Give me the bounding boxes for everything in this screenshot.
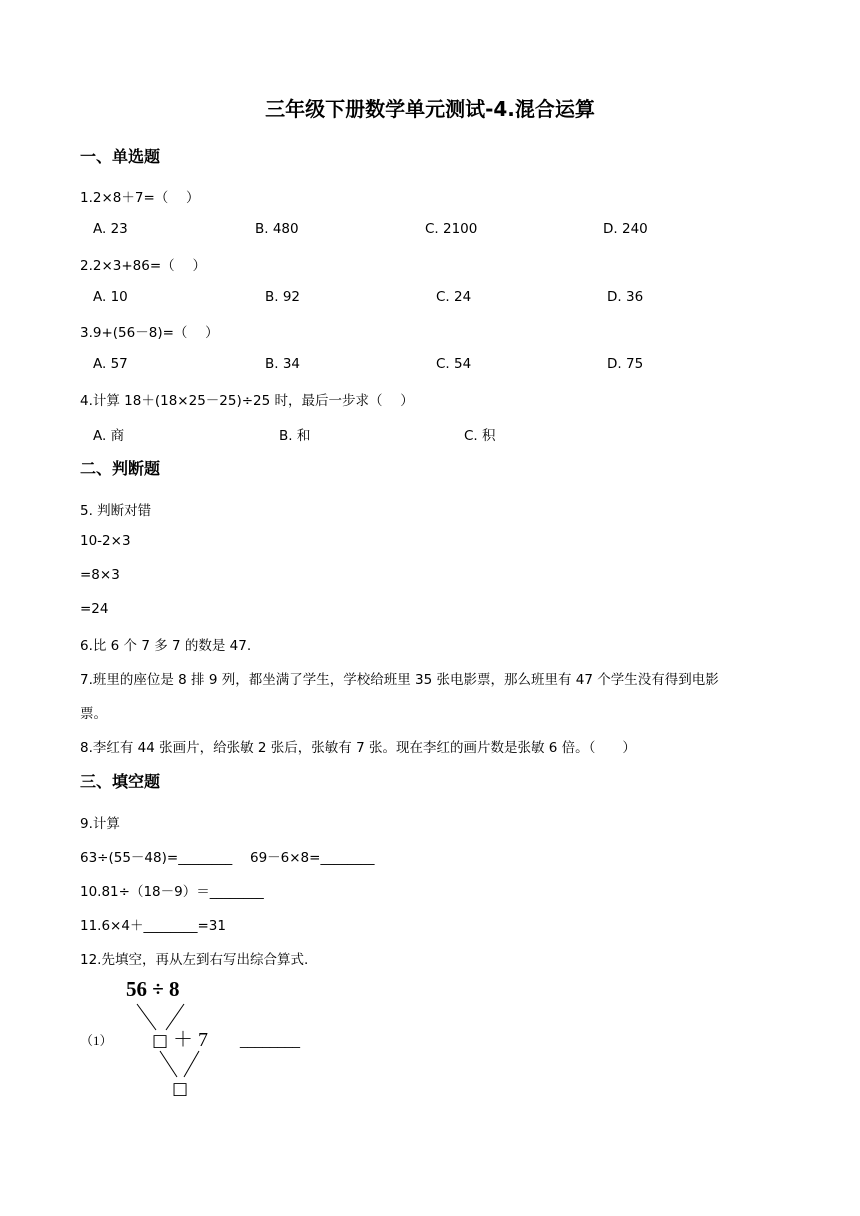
question-5-line-2: =8×3 (80, 567, 120, 583)
question-2-option-d[interactable]: D. 36 (607, 289, 644, 305)
section-heading-true-false: 二、判断题 (80, 459, 161, 478)
question-1-option-c[interactable]: C. 2100 (425, 221, 478, 237)
diagram-branch-line (184, 1051, 199, 1077)
question-2-option-a[interactable]: A. 10 (93, 289, 128, 305)
question-2-option-b[interactable]: B. 92 (265, 289, 301, 305)
question-9-expressions[interactable]: 63÷(55－48)=________ 69－6×8=________ (80, 850, 375, 866)
question-12-tree-diagram (80, 974, 340, 1108)
diagram-branch-line (137, 1004, 156, 1030)
question-5-line-1: 10-2×3 (80, 533, 131, 549)
question-11-stem[interactable]: 11.6×4＋________=31 (80, 918, 226, 934)
question-9-stem: 9.计算 (80, 816, 120, 832)
question-1-option-a[interactable]: A. 23 (93, 221, 128, 237)
question-6-stem: 6.比 6 个 7 多 7 的数是 47. (80, 638, 252, 654)
diagram-top-expression: 56 ÷ 8 (126, 977, 180, 1001)
diagram-middle-operator: ＋ 7 (173, 1029, 208, 1051)
section-heading-single-choice: 一、单选题 (80, 147, 161, 166)
question-12-stem: 12.先填空，再从左到右写出综合算式. (80, 952, 309, 968)
question-2-option-c[interactable]: C. 24 (436, 289, 472, 305)
page-title: 三年级下册数学单元测试-4.混合运算 (265, 97, 595, 121)
question-8-stem: 8.李红有 44 张画片，给张敏 2 张后，张敏有 7 张。现在李红的画片数是张敏 6 倍。（ ） (80, 740, 636, 756)
question-12-answer-blank[interactable]: ________ (240, 1033, 301, 1048)
question-12-part-label: （1） (80, 1033, 113, 1048)
question-1-option-b[interactable]: B. 480 (255, 221, 299, 237)
section-heading-fill-blank: 三、填空题 (80, 772, 161, 791)
question-1-option-d[interactable]: D. 240 (603, 221, 648, 237)
question-3-option-d[interactable]: D. 75 (607, 356, 644, 372)
question-7-line-2: 票。 (80, 706, 107, 722)
question-4-option-b[interactable]: B. 和 (279, 428, 311, 444)
question-4-stem: 4.计算 18＋(18×25－25)÷25 时，最后一步求（ ） (80, 393, 414, 409)
question-7-line-1: 7.班里的座位是 8 排 9 列，都坐满了学生，学校给班里 35 张电影票，那么班里有 47 个学生没有得到电影 (80, 672, 719, 688)
question-3-option-a[interactable]: A. 57 (93, 356, 128, 372)
question-3-option-c[interactable]: C. 54 (436, 356, 472, 372)
question-5-stem: 5. 判断对错 (80, 503, 152, 519)
question-4-option-a[interactable]: A. 商 (93, 428, 125, 444)
diagram-bottom-box[interactable]: □ (172, 1079, 189, 1099)
question-10-stem[interactable]: 10.81÷（18－9）＝________ (80, 884, 264, 900)
question-3-option-b[interactable]: B. 34 (265, 356, 301, 372)
question-3-stem: 3.9+(56－8)=（ ） (80, 325, 219, 341)
diagram-middle-box[interactable]: □ (152, 1031, 169, 1051)
question-4-option-c[interactable]: C. 积 (464, 428, 496, 444)
question-2-stem: 2.2×3+86=（ ） (80, 258, 206, 274)
question-1-stem: 1.2×8＋7=（ ） (80, 190, 200, 206)
question-5-line-3: =24 (80, 601, 109, 617)
diagram-branch-line (166, 1004, 184, 1030)
diagram-branch-line (160, 1051, 177, 1077)
